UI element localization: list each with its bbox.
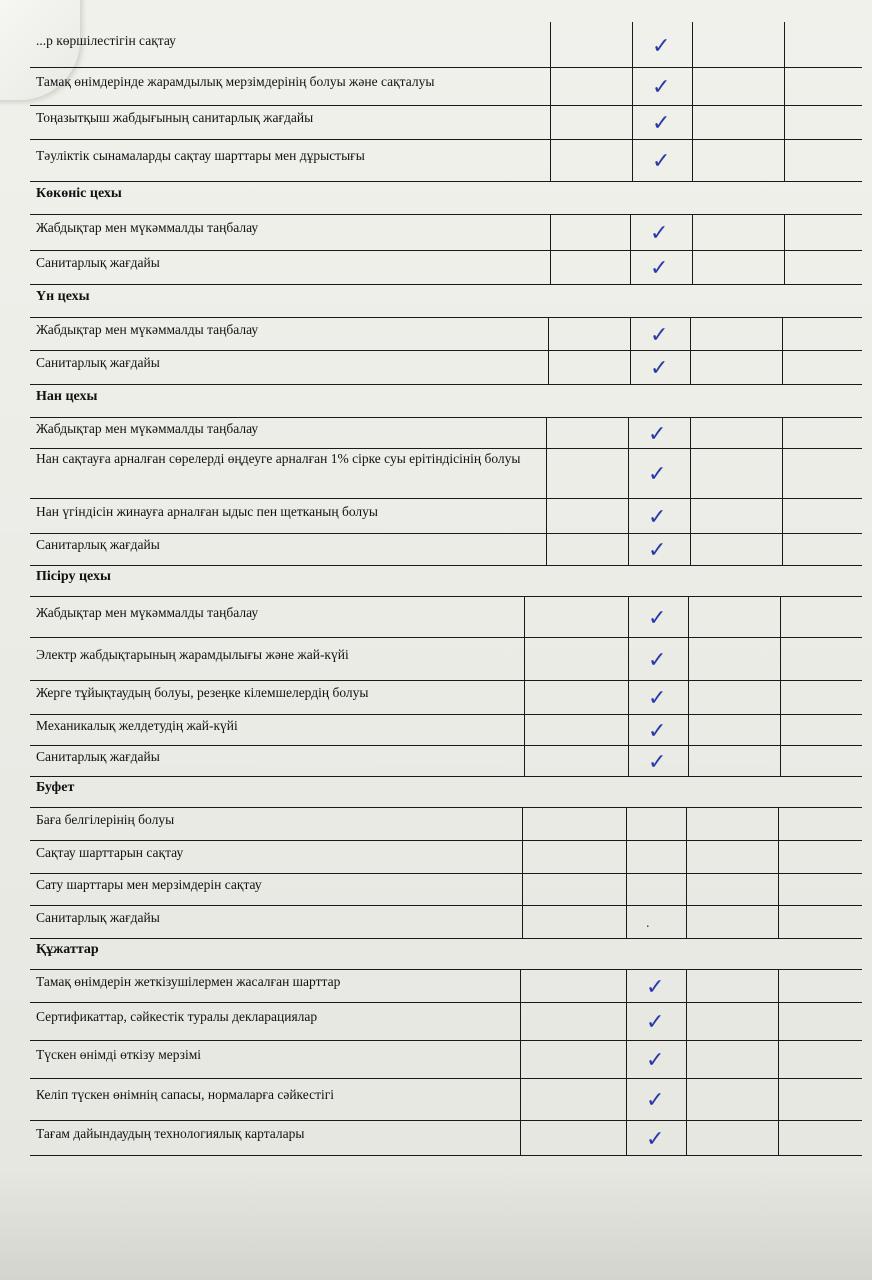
column-divider xyxy=(778,1040,779,1078)
column-divider xyxy=(692,250,693,284)
column-divider xyxy=(784,139,785,181)
requirement-label: Санитарлық жағдайы xyxy=(36,255,160,270)
column-divider xyxy=(550,105,551,139)
column-divider xyxy=(548,317,549,350)
requirement-label: Түскен өнімді өткізу мерзімі xyxy=(36,1047,202,1062)
requirement-label: Тағам дайындаудың технологиялық карталары xyxy=(36,1126,305,1141)
requirement-label: Санитарлық жағдайы xyxy=(36,537,160,552)
column-divider xyxy=(630,214,631,250)
checklist-row xyxy=(30,1078,862,1121)
column-divider xyxy=(780,680,781,714)
checklist-row xyxy=(30,680,862,715)
requirement-label: Сату шарттары мен мерзімдерін сақтау xyxy=(36,877,262,892)
requirement-label: Жабдықтар мен мүкәммалды таңбалау xyxy=(36,220,259,235)
handwritten-check-icon: ✓ xyxy=(648,686,667,711)
column-divider xyxy=(524,637,525,680)
column-divider xyxy=(782,417,783,448)
handwritten-check-icon: ✓ xyxy=(648,538,667,563)
column-divider xyxy=(628,498,629,533)
column-divider xyxy=(782,448,783,498)
checklist-row xyxy=(30,105,862,140)
column-divider xyxy=(780,714,781,745)
column-divider xyxy=(686,873,687,905)
column-divider xyxy=(522,905,523,938)
column-divider xyxy=(524,680,525,714)
column-divider xyxy=(520,1040,521,1078)
column-divider xyxy=(686,1002,687,1040)
column-divider xyxy=(688,680,689,714)
checklist-row xyxy=(30,637,862,681)
handwritten-check-icon: ✓ xyxy=(648,648,667,673)
checklist-row xyxy=(30,1002,862,1041)
requirement-label: Келіп түскен өнімнің сапасы, нормаларға сәйкестігі xyxy=(36,1087,335,1102)
column-divider xyxy=(778,840,779,873)
handwritten-check-icon: ✓ xyxy=(652,75,671,100)
column-divider xyxy=(784,250,785,284)
column-divider xyxy=(628,680,629,714)
column-divider xyxy=(778,873,779,905)
column-divider xyxy=(632,22,633,67)
column-divider xyxy=(692,105,693,139)
column-divider xyxy=(692,67,693,105)
checklist-row xyxy=(30,214,862,251)
requirement-label: Электр жабдықтарының жарамдылығы және жай-күйі xyxy=(36,647,349,662)
column-divider xyxy=(690,317,691,350)
column-divider xyxy=(628,596,629,637)
column-divider xyxy=(628,637,629,680)
column-divider xyxy=(524,745,525,776)
column-divider xyxy=(632,67,633,105)
column-divider xyxy=(632,105,633,139)
handwritten-check-icon: ✓ xyxy=(648,422,667,447)
column-divider xyxy=(522,807,523,840)
column-divider xyxy=(626,807,627,840)
section-title: Пісіру цехы xyxy=(36,569,111,584)
column-divider xyxy=(522,873,523,905)
handwritten-check-icon: ✓ xyxy=(650,356,669,381)
column-divider xyxy=(782,533,783,565)
column-divider xyxy=(626,1078,627,1120)
checklist-row xyxy=(30,67,862,106)
section-header-row xyxy=(30,938,862,970)
requirement-label: Сертификаттар, сәйкестік туралы декларациялар xyxy=(36,1009,318,1024)
column-divider xyxy=(686,1120,687,1155)
section-title: Үн цехы xyxy=(36,289,90,304)
column-divider xyxy=(546,498,547,533)
handwritten-check-icon: ✓ xyxy=(652,149,671,174)
requirement-label: Жабдықтар мен мүкәммалды таңбалау xyxy=(36,421,259,436)
checklist-row xyxy=(30,317,862,351)
column-divider xyxy=(692,214,693,250)
handwritten-check-icon: ✓ xyxy=(648,462,667,487)
column-divider xyxy=(626,1120,627,1155)
column-divider xyxy=(630,250,631,284)
column-divider xyxy=(692,22,693,67)
page-shadow xyxy=(0,1170,872,1280)
column-divider xyxy=(778,1002,779,1040)
column-divider xyxy=(778,1120,779,1155)
column-divider xyxy=(524,596,525,637)
column-divider xyxy=(630,317,631,350)
checklist-row xyxy=(30,1120,862,1156)
checklist-row xyxy=(30,350,862,385)
column-divider xyxy=(686,1040,687,1078)
handwritten-check-icon: ✓ xyxy=(648,719,667,744)
column-divider xyxy=(784,22,785,67)
handwritten-check-icon: ✓ xyxy=(648,606,667,631)
column-divider xyxy=(550,67,551,105)
checklist-row xyxy=(30,714,862,746)
column-divider xyxy=(686,807,687,840)
requirement-label: ...р көршілестігін сақтау xyxy=(36,33,176,48)
column-divider xyxy=(784,214,785,250)
handwritten-check-icon: ✓ xyxy=(646,975,665,1000)
handwritten-check-icon: ✓ xyxy=(650,221,669,246)
handwritten-check-icon: ✓ xyxy=(650,256,669,281)
pen-mark: . xyxy=(646,916,650,931)
column-divider xyxy=(520,1078,521,1120)
checklist-row xyxy=(30,745,862,777)
requirement-label: Механикалық желдетудің жай-күйі xyxy=(36,718,238,733)
section-header-row xyxy=(30,384,862,418)
requirement-label: Жабдықтар мен мүкәммалды таңбалау xyxy=(36,322,259,337)
checklist-row xyxy=(30,969,862,1003)
column-divider xyxy=(778,905,779,938)
column-divider xyxy=(688,637,689,680)
column-divider xyxy=(782,498,783,533)
column-divider xyxy=(780,637,781,680)
column-divider xyxy=(690,498,691,533)
checklist-row xyxy=(30,22,862,68)
handwritten-check-icon: ✓ xyxy=(648,505,667,530)
column-divider xyxy=(524,714,525,745)
column-divider xyxy=(626,840,627,873)
requirement-label: Санитарлық жағдайы xyxy=(36,355,160,370)
column-divider xyxy=(548,350,549,384)
checklist-row xyxy=(30,596,862,638)
column-divider xyxy=(520,969,521,1002)
requirement-label: Тәуліктік сынамаларды сақтау шарттары мен дұрыстығы xyxy=(36,148,365,163)
column-divider xyxy=(626,1040,627,1078)
checklist-row xyxy=(30,139,862,182)
handwritten-check-icon: ✓ xyxy=(646,1048,665,1073)
column-divider xyxy=(686,1078,687,1120)
handwritten-check-icon: ✓ xyxy=(652,34,671,59)
column-divider xyxy=(780,745,781,776)
requirement-label: Тамақ өнімдерінде жарамдылық мерзімдерінің болуы және сақталуы xyxy=(36,74,435,89)
column-divider xyxy=(546,448,547,498)
column-divider xyxy=(780,596,781,637)
requirement-label: Тоңазытқыш жабдығының санитарлық жағдайы xyxy=(36,110,314,125)
column-divider xyxy=(628,417,629,448)
column-divider xyxy=(628,448,629,498)
handwritten-check-icon: ✓ xyxy=(650,323,669,348)
column-divider xyxy=(520,1120,521,1155)
requirement-label: Баға белгілерінің болуы xyxy=(36,812,175,827)
handwritten-check-icon: ✓ xyxy=(646,1127,665,1152)
column-divider xyxy=(626,969,627,1002)
column-divider xyxy=(626,905,627,938)
column-divider xyxy=(626,873,627,905)
handwritten-check-icon: ✓ xyxy=(648,750,667,775)
checklist-row xyxy=(30,417,862,449)
column-divider xyxy=(690,350,691,384)
checklist-row xyxy=(30,250,862,285)
checklist-row xyxy=(30,905,862,939)
checklist-row xyxy=(30,840,862,874)
checklist-row xyxy=(30,1040,862,1079)
checklist-row xyxy=(30,498,862,534)
column-divider xyxy=(628,533,629,565)
column-divider xyxy=(628,745,629,776)
column-divider xyxy=(690,533,691,565)
column-divider xyxy=(550,250,551,284)
handwritten-check-icon: ✓ xyxy=(646,1010,665,1035)
column-divider xyxy=(630,350,631,384)
requirement-label: Жерге тұйықтаудың болуы, резеңке кілемшелердің болуы xyxy=(36,685,369,700)
section-header-row xyxy=(30,565,862,597)
section-title: Көкөніс цехы xyxy=(36,186,122,201)
column-divider xyxy=(550,214,551,250)
checklist-row xyxy=(30,807,862,841)
checklist-row xyxy=(30,448,862,499)
column-divider xyxy=(784,67,785,105)
column-divider xyxy=(546,417,547,448)
requirement-label: Санитарлық жағдайы xyxy=(36,910,160,925)
section-title: Буфет xyxy=(36,780,75,795)
column-divider xyxy=(690,448,691,498)
column-divider xyxy=(632,139,633,181)
column-divider xyxy=(782,317,783,350)
section-title: Құжаттар xyxy=(36,942,99,957)
checklist-row xyxy=(30,873,862,906)
column-divider xyxy=(688,596,689,637)
requirement-label: Нан сақтауға арналған сөрелерді өңдеуге арналған 1% сірке суы ерітіндісінің болуы xyxy=(36,451,521,466)
column-divider xyxy=(546,533,547,565)
column-divider xyxy=(628,714,629,745)
column-divider xyxy=(522,840,523,873)
column-divider xyxy=(778,1078,779,1120)
requirement-label: Жабдықтар мен мүкәммалды таңбалау xyxy=(36,605,259,620)
column-divider xyxy=(686,840,687,873)
column-divider xyxy=(626,1002,627,1040)
column-divider xyxy=(688,714,689,745)
column-divider xyxy=(784,105,785,139)
column-divider xyxy=(782,350,783,384)
column-divider xyxy=(688,745,689,776)
handwritten-check-icon: ✓ xyxy=(646,1088,665,1113)
requirement-label: Сақтау шарттарын сақтау xyxy=(36,845,184,860)
column-divider xyxy=(692,139,693,181)
requirement-label: Санитарлық жағдайы xyxy=(36,749,160,764)
handwritten-check-icon: ✓ xyxy=(652,111,671,136)
column-divider xyxy=(686,969,687,1002)
section-header-row xyxy=(30,284,862,318)
column-divider xyxy=(778,807,779,840)
section-title: Нан цехы xyxy=(36,389,98,404)
column-divider xyxy=(778,969,779,1002)
column-divider xyxy=(550,22,551,67)
requirement-label: Нан үгіндісін жинауға арналған ыдыс пен щетканың болуы xyxy=(36,504,378,519)
column-divider xyxy=(686,905,687,938)
column-divider xyxy=(690,417,691,448)
requirement-label: Тамақ өнімдерін жеткізушілермен жасалған шарттар xyxy=(36,974,341,989)
section-header-row xyxy=(30,181,862,215)
section-header-row xyxy=(30,776,862,808)
column-divider xyxy=(520,1002,521,1040)
checklist-row xyxy=(30,533,862,566)
column-divider xyxy=(550,139,551,181)
